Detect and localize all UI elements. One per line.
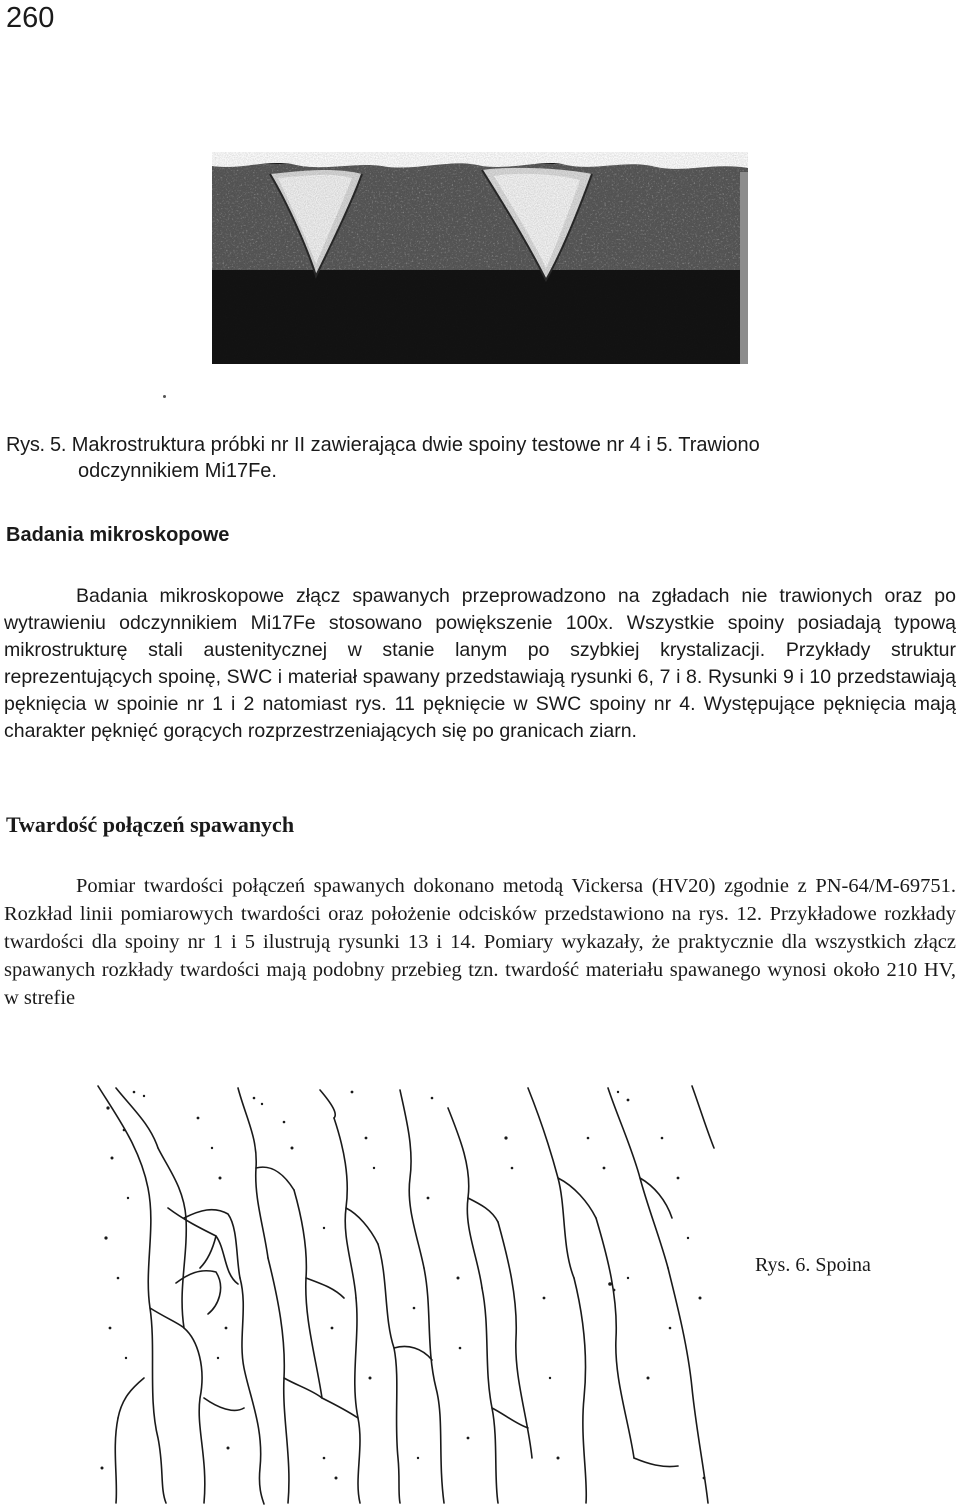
page-number: 260 <box>6 2 55 34</box>
paragraph-hardness: Pomiar twardości połączeń spawanych dokonano metodą Vickersa (HV20) zgodnie z PN-64/M-69751. Rozkład linii pomiarowych twardości oraz położenie odcisków przedstawiono na rys. 12. Przykładowe rozkłady twardości dla spoiny nr 1 i 5 ilustrują rysunki 13 i 14. Pomiary wykazały, że praktycznie dla wszystkich złącz spawanych rozkłady twardości mają podobny przebieg tzn. twardość materiału spawanego wynosi około 210 HV, w strefie <box>4 875 956 1009</box>
weld-micrograph <box>88 1078 718 1505</box>
scan-speck <box>163 395 166 398</box>
paragraph-microscopy: Badania mikroskopowe złącz spawanych przeprowadzono na zgładach nie trawionych oraz po wytrawieniu odczynnikiem Mi17Fe stosowano powiększenie 100x. Wszystkie spoiny posiadają typową mikrostrukturę stali austenitycznej w stanie lanym po szybkiej krystalizacji. Przykłady struktur reprezentujących spoinę, SWC i materiał spawany przedstawiają rysunki 6, 7 i 8. Rysunki 9 i 10 przedstawiają pęknięcia w spoinie nr 1 i 2 natomiast rys. 11 pęknięcie w SWC spoiny nr 4. Występujące pęknięcia mają charakter pęknięć gorących rozprzestrzeniających się po granicach ziarn. <box>4 585 956 742</box>
section-heading-microscopy: Badania mikroskopowe <box>6 524 230 546</box>
figure-5-caption-line1: Makrostruktura próbki nr II zawierająca dwie spoiny testowe nr 4 i 5. Trawiono <box>71 434 760 456</box>
figure-6-caption: Rys. 6. Spoina <box>755 1254 871 1276</box>
section-heading-hardness: Twardość połączeń spawanych <box>6 812 295 837</box>
figure-5-caption <box>6 432 936 484</box>
figure-5-caption-line2: odczynnikiem Mi17Fe. <box>78 460 277 482</box>
figure-5-label: Rys. 5. <box>6 434 67 456</box>
macrostructure-photo <box>212 152 748 364</box>
